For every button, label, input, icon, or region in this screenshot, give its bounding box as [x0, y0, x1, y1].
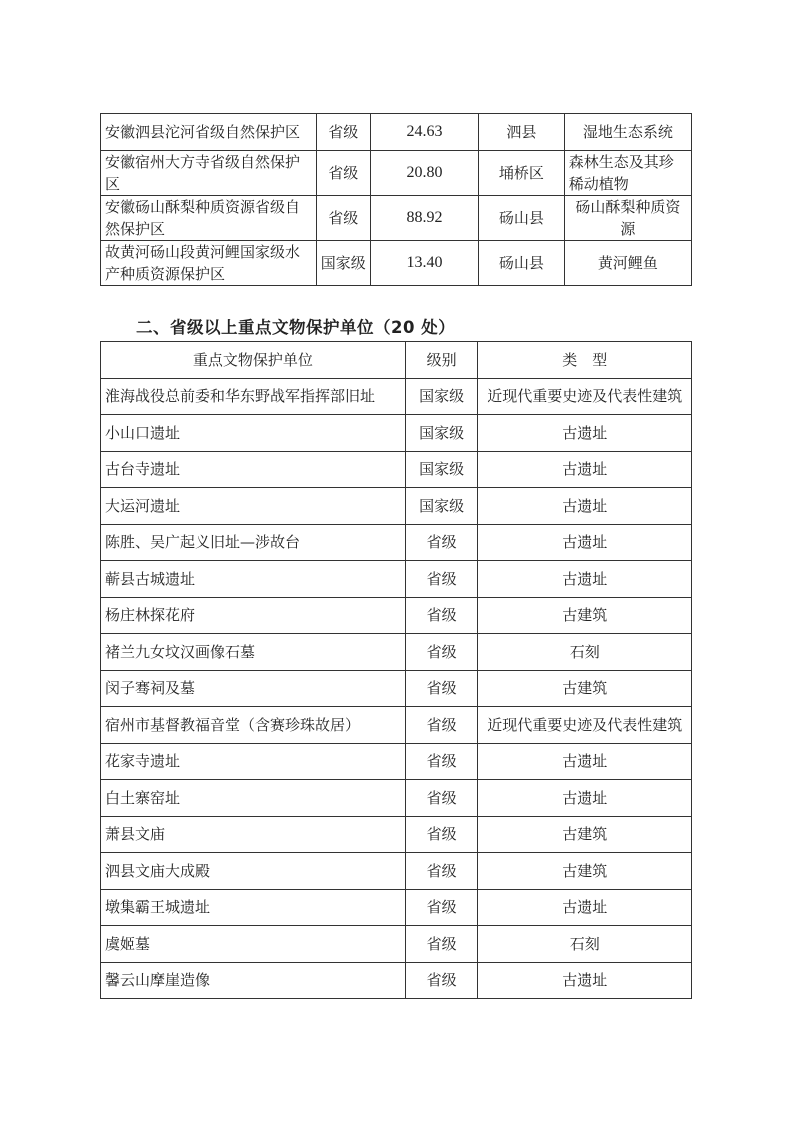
table-row — [101, 524, 692, 561]
relic-name-cell: 闵子骞祠及墓 — [101, 670, 406, 707]
table-row — [101, 816, 692, 853]
table-row — [101, 670, 692, 707]
relic-name-cell: 墩集霸王城遗址 — [101, 889, 406, 926]
relic-type-cell: 古遗址 — [478, 415, 692, 452]
table-row — [101, 151, 692, 196]
relic-type-cell: 古建筑 — [478, 816, 692, 853]
relic-name-cell: 馨云山摩崖造像 — [101, 962, 406, 999]
relic-type-cell: 古遗址 — [478, 451, 692, 488]
relic-name-cell: 萧县文庙 — [101, 816, 406, 853]
table-row — [101, 926, 692, 963]
table-row — [101, 597, 692, 634]
reserve-location-cell: 砀山县 — [478, 241, 564, 286]
relic-name-cell: 蕲县古城遗址 — [101, 561, 406, 598]
relic-level-cell: 省级 — [405, 597, 478, 634]
relic-name-cell: 陈胜、吴广起义旧址—涉故台 — [101, 524, 406, 561]
relic-level-cell: 省级 — [405, 634, 478, 671]
relic-type-cell: 古遗址 — [478, 488, 692, 525]
reserve-level-cell: 省级 — [316, 114, 370, 151]
reserve-level-cell: 国家级 — [316, 241, 370, 286]
table-row — [101, 488, 692, 525]
relic-level-cell: 国家级 — [405, 378, 478, 415]
table-header-row — [101, 342, 692, 379]
reserve-location-cell: 埇桥区 — [478, 151, 564, 196]
table-row — [101, 241, 692, 286]
nature-reserves-table — [100, 113, 692, 286]
relic-level-cell: 省级 — [405, 816, 478, 853]
relic-name-cell: 泗县文庙大成殿 — [101, 853, 406, 890]
reserve-name-cell: 安徽砀山酥梨种质资源省级自然保护区 — [101, 196, 317, 241]
relic-name-cell: 淮海战役总前委和华东野战军指挥部旧址 — [101, 378, 406, 415]
relic-type-cell: 古遗址 — [478, 524, 692, 561]
reserve-area-cell: 13.40 — [371, 241, 479, 286]
table-row — [101, 743, 692, 780]
header-type: 类 型 — [478, 342, 692, 379]
table-row — [101, 451, 692, 488]
relic-name-cell: 宿州市基督教福音堂（含赛珍珠故居） — [101, 707, 406, 744]
table-row — [101, 415, 692, 452]
relic-name-cell: 大运河遗址 — [101, 488, 406, 525]
reserve-target-cell: 黄河鲤鱼 — [564, 241, 691, 286]
reserve-name-cell: 安徽宿州大方寺省级自然保护区 — [101, 151, 317, 196]
table-row — [101, 780, 692, 817]
table-row — [101, 196, 692, 241]
relic-type-cell: 近现代重要史迹及代表性建筑 — [478, 707, 692, 744]
relic-type-cell: 古建筑 — [478, 853, 692, 890]
relic-type-cell: 近现代重要史迹及代表性建筑 — [478, 378, 692, 415]
reserve-level-cell: 省级 — [316, 196, 370, 241]
cultural-relics-table — [100, 341, 692, 999]
relic-type-cell: 石刻 — [478, 926, 692, 963]
relic-level-cell: 省级 — [405, 670, 478, 707]
relic-type-cell: 石刻 — [478, 634, 692, 671]
relic-type-cell: 古建筑 — [478, 670, 692, 707]
table-row — [101, 889, 692, 926]
relic-level-cell: 省级 — [405, 780, 478, 817]
relic-type-cell: 古建筑 — [478, 597, 692, 634]
table-row — [101, 378, 692, 415]
relic-level-cell: 省级 — [405, 707, 478, 744]
table-row — [101, 114, 692, 151]
table-row — [101, 561, 692, 598]
relic-name-cell: 花家寺遗址 — [101, 743, 406, 780]
relic-name-cell: 白土寨窑址 — [101, 780, 406, 817]
header-level: 级别 — [405, 342, 478, 379]
reserve-name-cell: 故黄河砀山段黄河鲤国家级水产种质资源保护区 — [101, 241, 317, 286]
relic-type-cell: 古遗址 — [478, 889, 692, 926]
relic-level-cell: 国家级 — [405, 488, 478, 525]
section-heading: 二、省级以上重点文物保护单位（20 处） — [136, 318, 456, 337]
relic-level-cell: 国家级 — [405, 415, 478, 452]
relic-level-cell: 国家级 — [405, 451, 478, 488]
reserve-name-cell: 安徽泗县沱河省级自然保护区 — [101, 114, 317, 151]
relic-name-cell: 古台寺遗址 — [101, 451, 406, 488]
reserve-target-cell: 砀山酥梨种质资源 — [564, 196, 691, 241]
relic-level-cell: 省级 — [405, 853, 478, 890]
relic-name-cell: 虞姬墓 — [101, 926, 406, 963]
reserve-location-cell: 泗县 — [478, 114, 564, 151]
table-row — [101, 634, 692, 671]
relic-level-cell: 省级 — [405, 561, 478, 598]
reserve-location-cell: 砀山县 — [478, 196, 564, 241]
relic-name-cell: 小山口遗址 — [101, 415, 406, 452]
table-row — [101, 707, 692, 744]
relic-level-cell: 省级 — [405, 524, 478, 561]
reserve-target-cell: 湿地生态系统 — [564, 114, 691, 151]
relic-type-cell: 古遗址 — [478, 561, 692, 598]
relic-level-cell: 省级 — [405, 743, 478, 780]
table-row — [101, 962, 692, 999]
relic-level-cell: 省级 — [405, 889, 478, 926]
table-row — [101, 853, 692, 890]
relic-name-cell: 褚兰九女坟汉画像石墓 — [101, 634, 406, 671]
relic-type-cell: 古遗址 — [478, 780, 692, 817]
relic-level-cell: 省级 — [405, 962, 478, 999]
relic-type-cell: 古遗址 — [478, 743, 692, 780]
reserve-level-cell: 省级 — [316, 151, 370, 196]
reserve-target-cell: 森林生态及其珍稀动植物 — [564, 151, 691, 196]
relic-name-cell: 杨庄林探花府 — [101, 597, 406, 634]
reserve-area-cell: 24.63 — [371, 114, 479, 151]
reserve-area-cell: 20.80 — [371, 151, 479, 196]
header-name: 重点文物保护单位 — [101, 342, 406, 379]
relic-level-cell: 省级 — [405, 926, 478, 963]
relic-type-cell: 古遗址 — [478, 962, 692, 999]
reserve-area-cell: 88.92 — [371, 196, 479, 241]
